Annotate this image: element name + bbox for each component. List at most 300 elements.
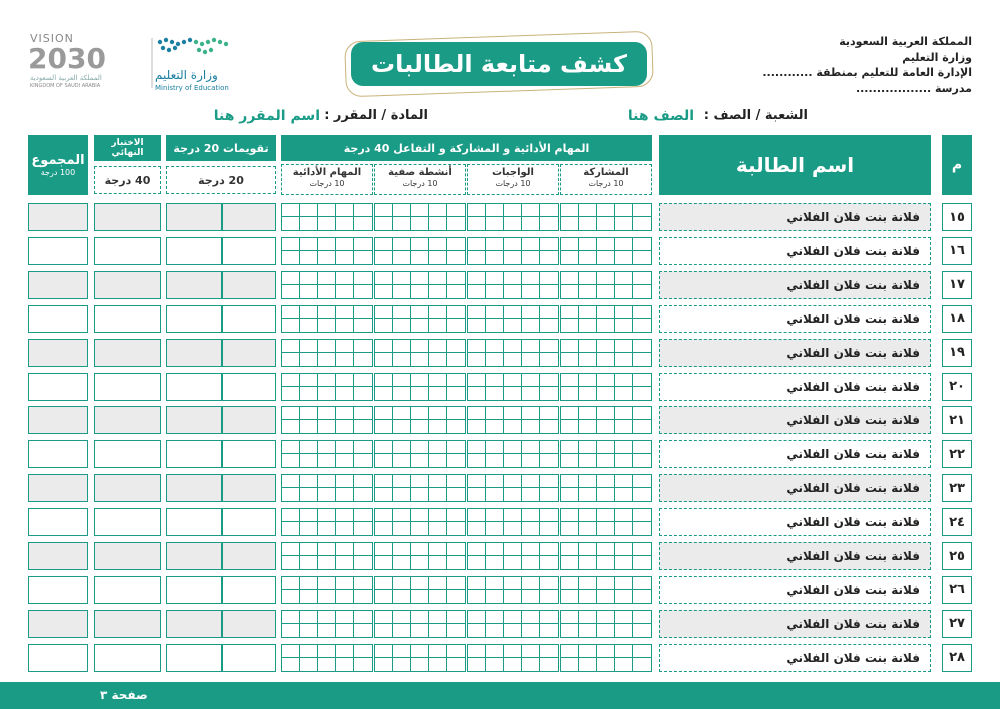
score-box[interactable]: [561, 340, 579, 353]
score-box[interactable]: [597, 407, 615, 420]
score-box[interactable]: [393, 420, 411, 433]
score-box[interactable]: [522, 624, 540, 637]
score-box[interactable]: [579, 522, 597, 535]
performance-tasks-grid[interactable]: [281, 203, 373, 231]
score-box[interactable]: [504, 658, 522, 671]
score-box[interactable]: [393, 645, 411, 658]
score-box[interactable]: [540, 441, 558, 454]
score-box[interactable]: [375, 543, 393, 556]
score-box[interactable]: [633, 319, 651, 332]
participation-grid[interactable]: [560, 339, 652, 367]
total-cell[interactable]: [28, 406, 88, 434]
score-box[interactable]: [615, 306, 633, 319]
final-exam-cell[interactable]: [94, 644, 161, 672]
score-box[interactable]: [540, 251, 558, 264]
score-box[interactable]: [633, 251, 651, 264]
score-box[interactable]: [522, 353, 540, 366]
score-box[interactable]: [615, 488, 633, 501]
score-box[interactable]: [336, 441, 354, 454]
score-box[interactable]: [447, 454, 465, 467]
score-box[interactable]: [468, 407, 486, 420]
score-box[interactable]: [447, 441, 465, 454]
score-box[interactable]: [579, 420, 597, 433]
score-box[interactable]: [579, 204, 597, 217]
score-box[interactable]: [375, 238, 393, 251]
score-box[interactable]: [486, 454, 504, 467]
score-box[interactable]: [486, 543, 504, 556]
score-box[interactable]: [282, 488, 300, 501]
score-box[interactable]: [486, 387, 504, 400]
performance-tasks-grid[interactable]: [281, 406, 373, 434]
score-box[interactable]: [522, 407, 540, 420]
score-box[interactable]: [300, 509, 318, 522]
class-activities-grid[interactable]: [374, 474, 466, 502]
score-box[interactable]: [468, 543, 486, 556]
score-box[interactable]: [318, 420, 336, 433]
score-box[interactable]: [504, 306, 522, 319]
score-box[interactable]: [300, 285, 318, 298]
score-box[interactable]: [633, 217, 651, 230]
score-box[interactable]: [411, 387, 429, 400]
score-box[interactable]: [579, 374, 597, 387]
score-box[interactable]: [336, 387, 354, 400]
score-box[interactable]: [300, 319, 318, 332]
score-box[interactable]: [522, 475, 540, 488]
score-box[interactable]: [615, 509, 633, 522]
homework-grid[interactable]: [467, 542, 559, 570]
score-box[interactable]: [561, 204, 579, 217]
score-box[interactable]: [282, 387, 300, 400]
score-box[interactable]: [486, 340, 504, 353]
total-cell[interactable]: [28, 203, 88, 231]
score-box[interactable]: [468, 340, 486, 353]
score-box[interactable]: [282, 319, 300, 332]
score-box[interactable]: [282, 407, 300, 420]
score-box[interactable]: [579, 577, 597, 590]
score-box[interactable]: [597, 204, 615, 217]
score-box[interactable]: [540, 590, 558, 603]
performance-tasks-grid[interactable]: [281, 542, 373, 570]
assessment-2-cell[interactable]: [166, 508, 222, 536]
score-box[interactable]: [375, 645, 393, 658]
score-box[interactable]: [411, 454, 429, 467]
score-box[interactable]: [282, 556, 300, 569]
score-box[interactable]: [300, 340, 318, 353]
score-box[interactable]: [393, 238, 411, 251]
score-box[interactable]: [318, 488, 336, 501]
score-box[interactable]: [354, 251, 372, 264]
score-box[interactable]: [429, 420, 447, 433]
score-box[interactable]: [486, 204, 504, 217]
score-box[interactable]: [354, 509, 372, 522]
score-box[interactable]: [540, 306, 558, 319]
score-box[interactable]: [633, 658, 651, 671]
homework-grid[interactable]: [467, 305, 559, 333]
score-box[interactable]: [447, 285, 465, 298]
score-box[interactable]: [282, 217, 300, 230]
score-box[interactable]: [375, 217, 393, 230]
score-box[interactable]: [411, 306, 429, 319]
score-box[interactable]: [615, 204, 633, 217]
score-box[interactable]: [375, 556, 393, 569]
score-box[interactable]: [393, 624, 411, 637]
score-box[interactable]: [393, 285, 411, 298]
score-box[interactable]: [375, 611, 393, 624]
score-box[interactable]: [540, 488, 558, 501]
score-box[interactable]: [282, 624, 300, 637]
score-box[interactable]: [579, 543, 597, 556]
score-box[interactable]: [579, 285, 597, 298]
score-box[interactable]: [597, 272, 615, 285]
score-box[interactable]: [504, 420, 522, 433]
score-box[interactable]: [447, 624, 465, 637]
score-box[interactable]: [411, 238, 429, 251]
score-box[interactable]: [393, 374, 411, 387]
score-box[interactable]: [318, 272, 336, 285]
score-box[interactable]: [429, 658, 447, 671]
score-box[interactable]: [429, 645, 447, 658]
score-box[interactable]: [579, 590, 597, 603]
class-activities-grid[interactable]: [374, 610, 466, 638]
score-box[interactable]: [633, 556, 651, 569]
score-box[interactable]: [561, 577, 579, 590]
score-box[interactable]: [597, 454, 615, 467]
score-box[interactable]: [522, 272, 540, 285]
score-box[interactable]: [540, 658, 558, 671]
score-box[interactable]: [354, 420, 372, 433]
score-box[interactable]: [540, 509, 558, 522]
score-box[interactable]: [522, 306, 540, 319]
performance-tasks-grid[interactable]: [281, 440, 373, 468]
score-box[interactable]: [336, 475, 354, 488]
score-box[interactable]: [354, 658, 372, 671]
score-box[interactable]: [300, 407, 318, 420]
score-box[interactable]: [429, 624, 447, 637]
score-box[interactable]: [393, 475, 411, 488]
score-box[interactable]: [504, 204, 522, 217]
score-box[interactable]: [411, 353, 429, 366]
score-box[interactable]: [429, 522, 447, 535]
score-box[interactable]: [429, 204, 447, 217]
score-box[interactable]: [318, 624, 336, 637]
assessment-2-cell[interactable]: [166, 542, 222, 570]
score-box[interactable]: [579, 407, 597, 420]
score-box[interactable]: [447, 340, 465, 353]
score-box[interactable]: [447, 319, 465, 332]
score-box[interactable]: [579, 306, 597, 319]
score-box[interactable]: [411, 488, 429, 501]
performance-tasks-grid[interactable]: [281, 474, 373, 502]
score-box[interactable]: [411, 441, 429, 454]
assessment-1-cell[interactable]: [222, 440, 276, 468]
score-box[interactable]: [447, 522, 465, 535]
homework-grid[interactable]: [467, 610, 559, 638]
score-box[interactable]: [522, 543, 540, 556]
score-box[interactable]: [411, 475, 429, 488]
score-box[interactable]: [393, 577, 411, 590]
score-box[interactable]: [540, 353, 558, 366]
score-box[interactable]: [447, 387, 465, 400]
score-box[interactable]: [336, 353, 354, 366]
score-box[interactable]: [336, 645, 354, 658]
score-box[interactable]: [318, 353, 336, 366]
assessment-2-cell[interactable]: [166, 237, 222, 265]
score-box[interactable]: [282, 374, 300, 387]
score-box[interactable]: [486, 272, 504, 285]
total-cell[interactable]: [28, 508, 88, 536]
score-box[interactable]: [393, 272, 411, 285]
score-box[interactable]: [300, 204, 318, 217]
score-box[interactable]: [615, 590, 633, 603]
score-box[interactable]: [300, 577, 318, 590]
score-box[interactable]: [411, 624, 429, 637]
score-box[interactable]: [282, 353, 300, 366]
score-box[interactable]: [282, 658, 300, 671]
score-box[interactable]: [504, 509, 522, 522]
score-box[interactable]: [579, 238, 597, 251]
score-box[interactable]: [561, 251, 579, 264]
score-box[interactable]: [561, 238, 579, 251]
score-box[interactable]: [300, 441, 318, 454]
score-box[interactable]: [579, 509, 597, 522]
score-box[interactable]: [615, 658, 633, 671]
score-box[interactable]: [393, 543, 411, 556]
score-box[interactable]: [336, 590, 354, 603]
score-box[interactable]: [429, 272, 447, 285]
score-box[interactable]: [522, 611, 540, 624]
score-box[interactable]: [354, 488, 372, 501]
score-box[interactable]: [579, 272, 597, 285]
score-box[interactable]: [504, 611, 522, 624]
score-box[interactable]: [486, 306, 504, 319]
score-box[interactable]: [375, 204, 393, 217]
homework-grid[interactable]: [467, 644, 559, 672]
score-box[interactable]: [336, 522, 354, 535]
score-box[interactable]: [300, 611, 318, 624]
score-box[interactable]: [561, 454, 579, 467]
score-box[interactable]: [633, 645, 651, 658]
score-box[interactable]: [504, 454, 522, 467]
score-box[interactable]: [375, 488, 393, 501]
score-box[interactable]: [336, 577, 354, 590]
score-box[interactable]: [282, 543, 300, 556]
score-box[interactable]: [300, 624, 318, 637]
performance-tasks-grid[interactable]: [281, 576, 373, 604]
assessment-1-cell[interactable]: [222, 610, 276, 638]
score-box[interactable]: [429, 353, 447, 366]
score-box[interactable]: [504, 590, 522, 603]
score-box[interactable]: [486, 522, 504, 535]
score-box[interactable]: [597, 340, 615, 353]
participation-grid[interactable]: [560, 406, 652, 434]
score-box[interactable]: [411, 204, 429, 217]
score-box[interactable]: [504, 522, 522, 535]
score-box[interactable]: [597, 611, 615, 624]
score-box[interactable]: [318, 387, 336, 400]
homework-grid[interactable]: [467, 339, 559, 367]
score-box[interactable]: [375, 658, 393, 671]
total-cell[interactable]: [28, 542, 88, 570]
score-box[interactable]: [561, 217, 579, 230]
score-box[interactable]: [633, 475, 651, 488]
score-box[interactable]: [411, 658, 429, 671]
score-box[interactable]: [354, 272, 372, 285]
score-box[interactable]: [561, 407, 579, 420]
score-box[interactable]: [486, 658, 504, 671]
score-box[interactable]: [336, 306, 354, 319]
total-cell[interactable]: [28, 644, 88, 672]
score-box[interactable]: [429, 543, 447, 556]
score-box[interactable]: [486, 319, 504, 332]
score-box[interactable]: [540, 611, 558, 624]
score-box[interactable]: [411, 556, 429, 569]
score-box[interactable]: [522, 374, 540, 387]
score-box[interactable]: [522, 285, 540, 298]
score-box[interactable]: [318, 577, 336, 590]
score-box[interactable]: [615, 611, 633, 624]
class-activities-grid[interactable]: [374, 508, 466, 536]
score-box[interactable]: [615, 454, 633, 467]
score-box[interactable]: [447, 420, 465, 433]
class-activities-grid[interactable]: [374, 406, 466, 434]
score-box[interactable]: [393, 454, 411, 467]
final-exam-cell[interactable]: [94, 406, 161, 434]
assessment-1-cell[interactable]: [222, 237, 276, 265]
score-box[interactable]: [468, 420, 486, 433]
score-box[interactable]: [336, 238, 354, 251]
score-box[interactable]: [318, 407, 336, 420]
score-box[interactable]: [375, 590, 393, 603]
score-box[interactable]: [318, 319, 336, 332]
score-box[interactable]: [300, 475, 318, 488]
score-box[interactable]: [300, 272, 318, 285]
score-box[interactable]: [411, 577, 429, 590]
assessment-2-cell[interactable]: [166, 339, 222, 367]
score-box[interactable]: [354, 387, 372, 400]
homework-grid[interactable]: [467, 440, 559, 468]
score-box[interactable]: [318, 285, 336, 298]
class-activities-grid[interactable]: [374, 203, 466, 231]
score-box[interactable]: [393, 556, 411, 569]
score-box[interactable]: [429, 387, 447, 400]
score-box[interactable]: [336, 509, 354, 522]
score-box[interactable]: [597, 306, 615, 319]
score-box[interactable]: [300, 374, 318, 387]
score-box[interactable]: [615, 475, 633, 488]
score-box[interactable]: [597, 658, 615, 671]
score-box[interactable]: [429, 590, 447, 603]
assessment-1-cell[interactable]: [222, 576, 276, 604]
participation-grid[interactable]: [560, 474, 652, 502]
score-box[interactable]: [300, 658, 318, 671]
score-box[interactable]: [504, 624, 522, 637]
score-box[interactable]: [579, 488, 597, 501]
score-box[interactable]: [282, 522, 300, 535]
total-cell[interactable]: [28, 237, 88, 265]
score-box[interactable]: [468, 387, 486, 400]
score-box[interactable]: [486, 624, 504, 637]
score-box[interactable]: [486, 475, 504, 488]
score-box[interactable]: [504, 407, 522, 420]
score-box[interactable]: [486, 420, 504, 433]
score-box[interactable]: [300, 306, 318, 319]
score-box[interactable]: [300, 353, 318, 366]
score-box[interactable]: [429, 509, 447, 522]
score-box[interactable]: [447, 509, 465, 522]
score-box[interactable]: [579, 340, 597, 353]
assessment-2-cell[interactable]: [166, 576, 222, 604]
score-box[interactable]: [300, 645, 318, 658]
score-box[interactable]: [375, 624, 393, 637]
score-box[interactable]: [411, 340, 429, 353]
score-box[interactable]: [411, 374, 429, 387]
score-box[interactable]: [336, 374, 354, 387]
assessment-2-cell[interactable]: [166, 305, 222, 333]
score-box[interactable]: [354, 285, 372, 298]
score-box[interactable]: [468, 522, 486, 535]
final-exam-cell[interactable]: [94, 542, 161, 570]
score-box[interactable]: [429, 475, 447, 488]
score-box[interactable]: [447, 645, 465, 658]
score-box[interactable]: [633, 522, 651, 535]
score-box[interactable]: [540, 238, 558, 251]
assessment-2-cell[interactable]: [166, 644, 222, 672]
score-box[interactable]: [411, 217, 429, 230]
score-box[interactable]: [282, 238, 300, 251]
score-box[interactable]: [354, 543, 372, 556]
score-box[interactable]: [411, 420, 429, 433]
homework-grid[interactable]: [467, 237, 559, 265]
score-box[interactable]: [300, 238, 318, 251]
assessment-2-cell[interactable]: [166, 440, 222, 468]
score-box[interactable]: [615, 285, 633, 298]
score-box[interactable]: [597, 475, 615, 488]
score-box[interactable]: [318, 238, 336, 251]
score-box[interactable]: [597, 577, 615, 590]
score-box[interactable]: [504, 488, 522, 501]
score-box[interactable]: [504, 285, 522, 298]
assessment-1-cell[interactable]: [222, 271, 276, 299]
score-box[interactable]: [579, 645, 597, 658]
score-box[interactable]: [540, 577, 558, 590]
score-box[interactable]: [318, 611, 336, 624]
score-box[interactable]: [318, 204, 336, 217]
score-box[interactable]: [336, 556, 354, 569]
score-box[interactable]: [633, 488, 651, 501]
score-box[interactable]: [318, 509, 336, 522]
score-box[interactable]: [300, 217, 318, 230]
score-box[interactable]: [561, 420, 579, 433]
score-box[interactable]: [318, 340, 336, 353]
score-box[interactable]: [300, 522, 318, 535]
score-box[interactable]: [633, 420, 651, 433]
participation-grid[interactable]: [560, 440, 652, 468]
score-box[interactable]: [336, 454, 354, 467]
score-box[interactable]: [468, 454, 486, 467]
score-box[interactable]: [318, 251, 336, 264]
score-box[interactable]: [468, 353, 486, 366]
score-box[interactable]: [429, 217, 447, 230]
score-box[interactable]: [318, 374, 336, 387]
score-box[interactable]: [597, 543, 615, 556]
score-box[interactable]: [615, 577, 633, 590]
score-box[interactable]: [393, 340, 411, 353]
score-box[interactable]: [282, 285, 300, 298]
score-box[interactable]: [300, 454, 318, 467]
score-box[interactable]: [429, 454, 447, 467]
score-box[interactable]: [468, 238, 486, 251]
score-box[interactable]: [411, 509, 429, 522]
